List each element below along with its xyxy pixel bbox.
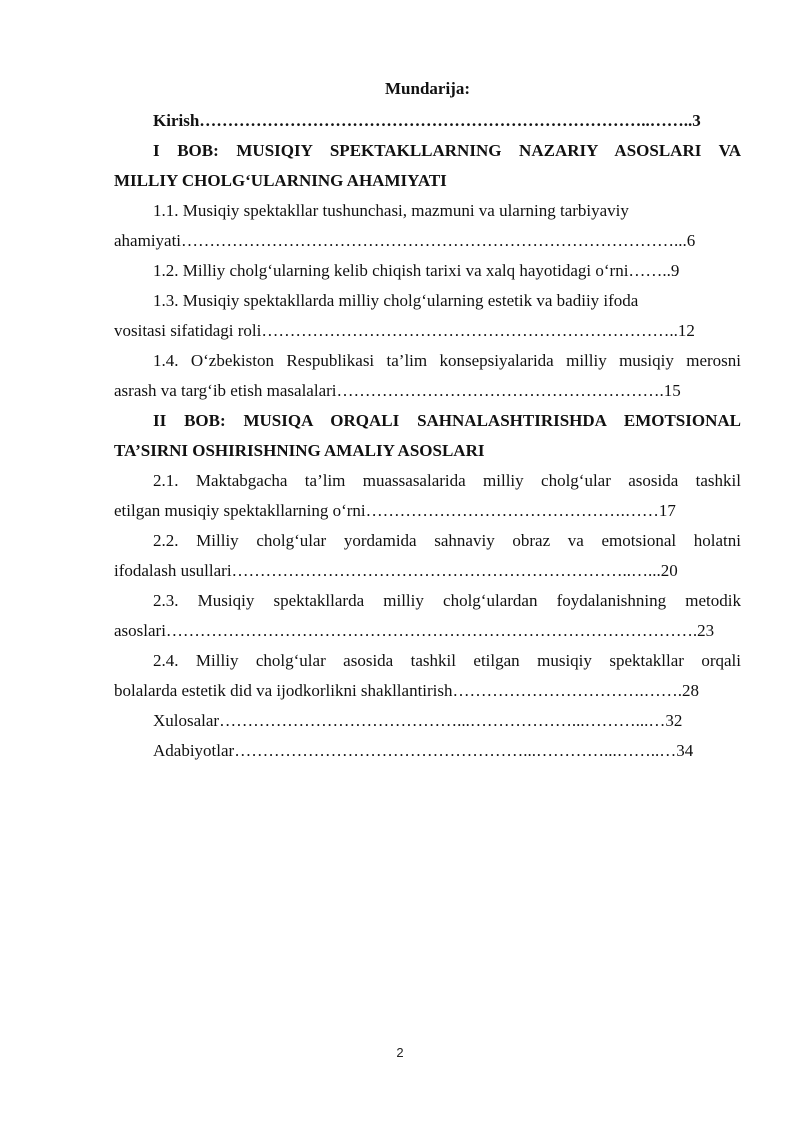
table-of-contents: [114, 74, 741, 766]
toc-entry-1-4-line-2: asrash va targ‘ib etish masalalari………………………………………………….15: [114, 381, 681, 400]
toc-entry-2-1-line-2: etilgan musiqiy spektakllarning o‘rni……………………………………….……17: [114, 501, 676, 520]
toc-entry-references: Adabiyotlar……………………………………………...…………...……..…34: [153, 741, 694, 760]
toc-entry-2-2-line-2: ifodalash usullari……………………………………………………………..…...20: [114, 561, 678, 580]
toc-entry-1-3-line-1: 1.3. Musiqiy spektakllarda milliy cholg‘ularning estetik va badiiy ifoda: [153, 291, 639, 310]
toc-entry-2-1-line-1: 2.1. Maktabgacha ta’lim muassasalarida milliy cholg‘ular asosida tashkil: [153, 471, 741, 490]
toc-entry-1-2: 1.2. Milliy cholg‘ularning kelib chiqish tarixi va xalq hayotidagi o‘rni……..9: [153, 261, 680, 280]
toc-entry-conclusions: Xulosalar……………………………………...………………...………...…32: [153, 711, 683, 730]
toc-chapter-1-line-2: MILLIY CHOLG‘ULARNING AHAMIYATI: [114, 171, 447, 190]
toc-entry-2-3-line-2: asoslari………………………………………………………………………………….23: [114, 621, 715, 640]
toc-entry-2-3-line-1: 2.3. Musiqiy spektakllarda milliy cholg‘ulardan foydalanishning metodik: [153, 591, 741, 610]
toc-entry-2-4-line-1: 2.4. Milliy cholg‘ular asosida tashkil etilgan musiqiy spektakllar orqali: [153, 651, 741, 670]
toc-entry-intro: Kirish……………………………………………………………………..……..3: [153, 111, 701, 130]
toc-entry-2-2-line-1: 2.2. Milliy cholg‘ular yordamida sahnaviy obraz va emotsional holatni: [153, 531, 741, 550]
page-number: 2: [396, 1045, 404, 1060]
toc-chapter-1-line-1: I BOB: MUSIQIY SPEKTAKLLARNING NAZARIY ASOSLARI VA: [153, 141, 741, 160]
toc-entry-1-1-line-2: ahamiyati……………………………………………………………………………...6: [114, 231, 696, 250]
toc-entry-1-3-line-2: vositasi sifatidagi roli………………………………………………………………..12: [114, 321, 695, 340]
toc-title: Mundarija:: [385, 79, 470, 98]
toc-entry-2-4-line-2: bolalarda estetik did va ijodkorlikni shakllantirish…………………………….…….28: [114, 681, 700, 700]
toc-entry-1-1-line-1: 1.1. Musiqiy spektakllar tushunchasi, mazmuni va ularning tarbiyaviy: [153, 201, 629, 220]
toc-chapter-2-line-2: TA’SIRNI OSHIRISHNING AMALIY ASOSLARI: [114, 441, 485, 460]
toc-entry-1-4-line-1: 1.4. O‘zbekiston Respublikasi ta’lim konsepsiyalarida milliy musiqiy merosni: [153, 351, 741, 370]
toc-chapter-2-line-1: II BOB: MUSIQA ORQALI SAHNALASHTIRISHDA EMOTSIONAL: [153, 411, 741, 430]
